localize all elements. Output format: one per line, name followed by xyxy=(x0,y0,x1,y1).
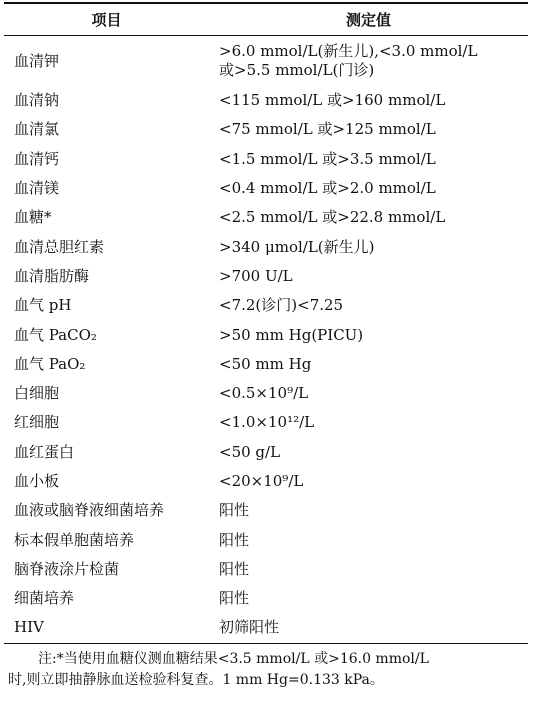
row-value-line: <0.5×10⁹/L xyxy=(219,384,309,403)
row-item: 血液或脑脊液细菌培养 xyxy=(14,501,165,520)
table-row xyxy=(4,232,528,261)
row-value xyxy=(209,262,528,291)
row-item: 血清钾 xyxy=(14,51,60,70)
row-item: 血气 PaO₂ xyxy=(14,354,86,373)
table-row xyxy=(4,584,528,613)
row-value xyxy=(209,86,528,115)
table-footnote xyxy=(4,649,528,691)
row-value-line: 阳性 xyxy=(219,589,250,608)
table-row xyxy=(4,291,528,320)
table-body xyxy=(4,36,528,644)
row-value-line: <50 g/L xyxy=(219,442,281,461)
row-value-line: >340 μmol/L(新生儿) xyxy=(219,237,375,256)
row-value-line: <115 mmol/L 或>160 mmol/L xyxy=(219,91,446,110)
row-value-line: 或>5.5 mmol/L(门诊) xyxy=(219,61,375,79)
row-value-line: <1.5 mmol/L 或>3.5 mmol/L xyxy=(219,149,436,168)
table-row xyxy=(4,36,528,87)
row-value xyxy=(209,613,528,643)
table-row xyxy=(4,262,528,291)
table-row xyxy=(4,203,528,232)
row-value-line: 阳性 xyxy=(219,559,250,578)
row-value-line: <1.0×10¹²/L xyxy=(219,413,315,432)
row-item: 血清总胆红素 xyxy=(14,237,105,256)
header-row xyxy=(4,3,528,36)
row-value xyxy=(209,438,528,467)
table-row xyxy=(4,467,528,496)
row-item: 血红蛋白 xyxy=(14,442,75,461)
row-item: 标本假单胞菌培养 xyxy=(14,530,135,549)
footnote-line-1: 注:*当使用血糖仪测血糖结果<3.5 mmol/L 或>16.0 mmol/L xyxy=(38,650,429,667)
row-item: 血气 PaCO₂ xyxy=(14,325,97,344)
row-value xyxy=(209,115,528,144)
row-value-line: <0.4 mmol/L 或>2.0 mmol/L xyxy=(219,179,436,198)
row-value-line: 阳性 xyxy=(219,501,250,520)
row-value xyxy=(209,145,528,174)
table-row xyxy=(4,115,528,144)
footnote-line-2: 时,则立即抽静脉血送检验科复查。1 mm Hg=0.133 kPa。 xyxy=(8,671,384,688)
row-value xyxy=(209,584,528,613)
table-row xyxy=(4,496,528,525)
table-row xyxy=(4,438,528,467)
row-value xyxy=(209,291,528,320)
row-value xyxy=(209,525,528,554)
table-row xyxy=(4,525,528,554)
row-value xyxy=(209,174,528,203)
row-value-line: >50 mm Hg(PICU) xyxy=(219,325,364,344)
row-item: 血清脂肪酶 xyxy=(14,266,90,285)
row-value-line: >700 U/L xyxy=(219,266,293,285)
row-value-line: <50 mm Hg xyxy=(219,354,312,373)
table-row xyxy=(4,86,528,115)
critical-values-document xyxy=(4,2,528,691)
row-item: 脑脊液涂片检菌 xyxy=(14,559,120,578)
critical-values-table xyxy=(4,2,528,644)
row-value xyxy=(209,379,528,408)
row-item: 血气 pH xyxy=(14,296,72,315)
row-value xyxy=(209,467,528,496)
row-item: 血小板 xyxy=(14,472,60,490)
row-value-line: <75 mmol/L 或>125 mmol/L xyxy=(219,120,436,139)
row-item: 血清氯 xyxy=(14,120,60,139)
row-item: 细菌培养 xyxy=(14,589,75,608)
row-item: 白细胞 xyxy=(14,384,60,403)
table-row xyxy=(4,613,528,643)
header-item: 项目 xyxy=(4,3,209,36)
row-value-line: <20×10⁹/L xyxy=(219,472,304,490)
row-item: 血糖* xyxy=(14,208,52,227)
table-row xyxy=(4,320,528,349)
row-value xyxy=(209,408,528,437)
row-value xyxy=(209,203,528,232)
row-value xyxy=(209,36,528,87)
row-value xyxy=(209,320,528,349)
table-header xyxy=(4,3,528,36)
table-row xyxy=(4,408,528,437)
table-row xyxy=(4,379,528,408)
row-value xyxy=(209,496,528,525)
table-row xyxy=(4,174,528,203)
row-value xyxy=(209,555,528,584)
row-value-line: <2.5 mmol/L 或>22.8 mmol/L xyxy=(219,208,446,227)
table-row xyxy=(4,350,528,379)
row-item: 血清钙 xyxy=(14,149,60,168)
row-value-line: 阳性 xyxy=(219,530,250,549)
row-value xyxy=(209,232,528,261)
row-item: HIV xyxy=(4,613,209,643)
row-value xyxy=(209,350,528,379)
header-value: 测定值 xyxy=(209,3,528,36)
row-value-line: 初筛阳性 xyxy=(219,618,280,637)
row-item: 血清钠 xyxy=(14,91,60,110)
table-row xyxy=(4,145,528,174)
row-item: 红细胞 xyxy=(14,413,60,432)
row-item: 血清镁 xyxy=(14,179,60,198)
row-value-line: <7.2(诊门)<7.25 xyxy=(219,296,344,315)
table-row xyxy=(4,555,528,584)
row-value-line: >6.0 mmol/L(新生儿),<3.0 mmol/L xyxy=(219,42,478,60)
